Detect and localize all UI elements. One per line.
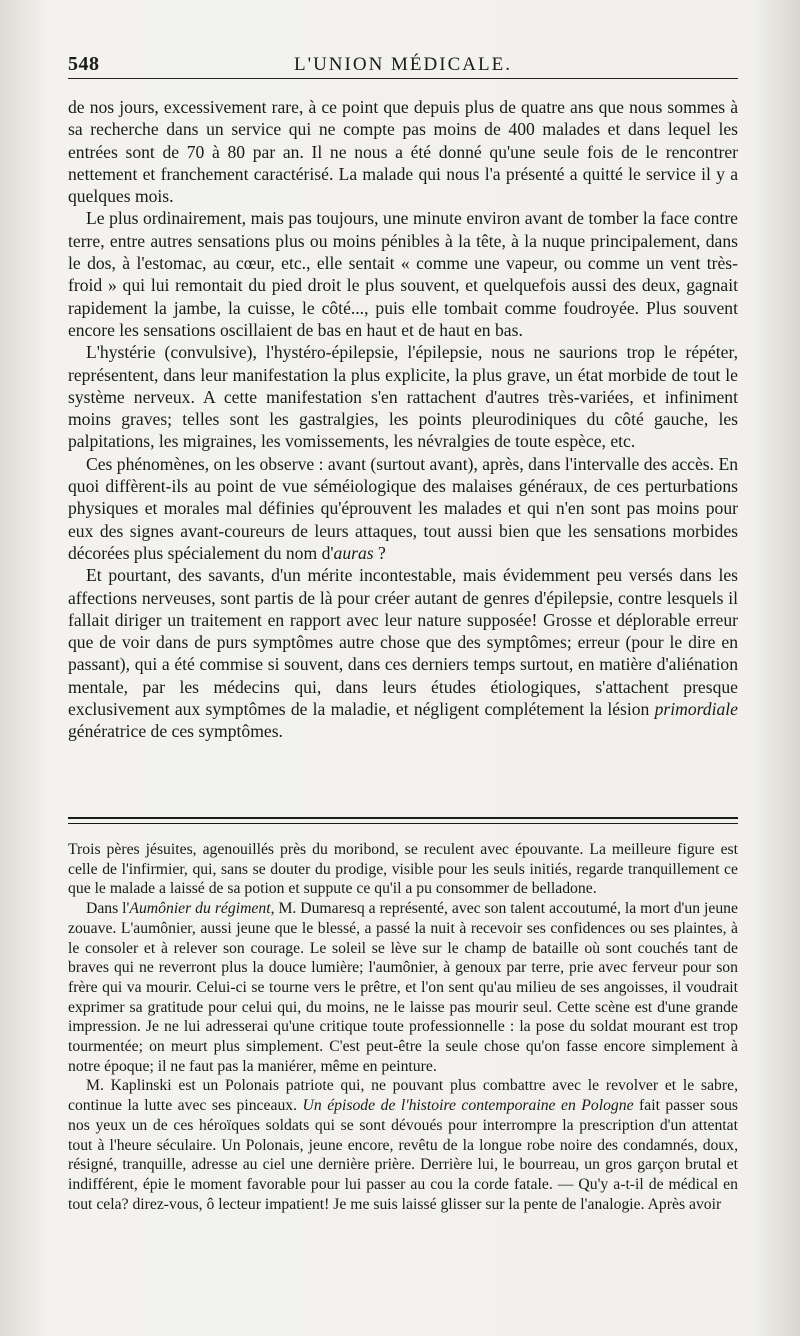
paragraph-5-end: génératrice de ces symptômes.: [68, 721, 283, 742]
feuilleton-paragraph-2-italic: Aumônier du régiment: [129, 900, 271, 918]
feuilleton-paragraph-2: [68, 899, 738, 1076]
feuilleton-divider: [68, 817, 738, 824]
paragraph-4-italic: auras: [333, 542, 374, 563]
page-number: 548: [68, 53, 100, 75]
paragraph-4: [68, 453, 738, 564]
paragraph-5-text: Et pourtant, des savants, d'un mérite incontestable, mais évidemment peu versés dans les affections nerveuses, sont partis de là pour créer autant de genres d'épilepsie, contre lesquels il fallait diriger un traitement en rapport avec leur nature supposée! Grosse et déplorable erreur que de voir dans de purs symptômes autre chose que des symptômes; erreur (pour le dire en passant), qui a été commise si souvent, dans ces derniers temps surtout, en matière d'aliénation mentale, par les médecins qui, dans leurs études étiologiques, s'attachent presque exclusivement aux symptômes de la maladie, et négligent complétement la lésion: [68, 565, 738, 720]
running-title: L'UNION MÉDICALE.: [294, 54, 512, 75]
feuilleton-paragraph-2-rest: , M. Dumaresq a représenté, avec son talent accoutumé, la mort d'un jeune zouave. L'aumônier, aussi jeune que le blessé, a passé la nuit à recevoir ses confidences ou ses plaintes, à le consoler et à relever son courage. Le soleil se lève sur le champ de bataille où sont couchés tant de braves qui ne reverront plus la douce lumière; l'aumônier, à genoux par terre, prie avec ferveur pour son frère qui va mourir. Celui-ci se tourne vers le prêtre, et l'on sent qu'au milieu de ses angoisses, il voudrait exprimer sa gratitude pour celui qui, du moins, ne le laisse pas mourir seul. Cette scène est d'une grande impression. Je ne lui adresserai qu'une critique toute professionnelle : la pose du soldat mourant est trop tourmentée; on meurt plus simplement. C'est peut-être la seule chose qu'on fasse encore simplement à notre époque; il ne faut pas la maniérer, même en peinture.: [68, 900, 738, 1075]
paragraph-5: [68, 564, 738, 742]
paragraph-1: de nos jours, excessivement rare, à ce point que depuis plus de quatre ans que nous sommes à sa recherche dans un service qui ne compte pas moins de 400 malades et dans lequel les entrées sont de 70 à 80 par an. Il ne nous a été donné qu'une seule fois de le rencontrer nettement et franchement caractérisé. La malade qui nous l'a présenté a quitté le service il y a quelques mois.: [68, 97, 738, 207]
feuilleton-paragraph-3-rest: fait passer sous nos yeux un de ces héroïques soldats qui se sont dévoués pour interrompre la prescription d'un attentat tout à l'heure séculaire. Un Polonais, jeune encore, revêtu de la longue robe noire des condamnés, doux, résigné, tranquille, adresse au ciel une dernière prière. Derrière lui, le bourreau, un gros garçon brutal et indifférent, épie le moment favorable pour lui passer au cou la corde fatale. — Qu'y a-t-il de médical en tout cela? direz-vous, ô lecteur impatient! Je me suis laissé glisser sur la pente de l'analogie. Après avoir: [68, 1097, 739, 1213]
paragraph-5-italic: primordiale: [654, 699, 738, 720]
page-header: [68, 46, 738, 76]
paragraph-2: Le plus ordinairement, mais pas toujours, une minute environ avant de tomber la face contre terre, entre autres sensations plus ou moins pénibles à la tête, à la nuque principalement, dans le dos, à l'estomac, au cœur, etc., elle sentait « comme une vapeur, ou comme un vent très-froid » qui lui remontait du pied droit le plus souvent, et quelquefois aussi des deux, gagnait rapidement la jambe, la cuisse, le côté..., puis elle tombait comme foudroyée. Plus souvent encore les sensations oscillaient de bas en haut et de haut en bas.: [68, 208, 738, 340]
feuilleton-paragraph-3-start: M. Kaplinski est un Polonais patriote qui, ne pouvant plus combattre avec le revolver et le sabre, continue la lutte avec ses pinceaux.: [68, 1077, 738, 1115]
feuilleton-paragraph-1: Trois pères jésuites, agenouillés près du moribond, se reculent avec épouvante. La meilleure figure est celle de l'infirmier, qui, sans se douter du prodige, visible pour les seuls initiés, regarde tranquillement ce que le malade a laissé de sa potion et suppute ce qu'il a pu consommer de belladone.: [68, 841, 738, 898]
main-article: [68, 96, 738, 743]
paragraph-4-end: ?: [373, 542, 386, 563]
feuilleton-paragraph-2-start: Dans l': [86, 900, 130, 918]
feuilleton-paragraph-3-italic: Un épisode de l'histoire contemporaine en Pologne: [302, 1097, 634, 1115]
feuilleton-paragraph-3: [68, 1076, 738, 1214]
feuilleton-section: [68, 840, 738, 1214]
paragraph-4-text: Ces phénomènes, on les observe : avant (surtout avant), après, dans l'intervalle des accès. En quoi diffèrent-ils au point de vue séméiologique des malaises généraux, de ces perturbations physiques et morales mal définies qu'éprouvent les malades et qui n'en sont pas moins pour eux des signes avant-coureurs de leurs attaques, tout aussi bien que les sensations morbides décorées plus spécialement du nom d': [68, 453, 738, 563]
header-rule: [68, 78, 738, 79]
paragraph-3: L'hystérie (convulsive), l'hystéro-épilepsie, l'épilepsie, nous ne saurions trop le répéter, représentent, dans leur manifestation la plus explicite, la plus grave, un état morbide de tout le système nerveux. A cette manifestation s'en rattachent d'autres très-variées, et infiniment moins graves; telles sont les gastralgies, les points pleurodiniques du côté gauche, les palpitations, les migraines, les vomissements, les névralgies de toute espèce, etc.: [68, 342, 738, 452]
